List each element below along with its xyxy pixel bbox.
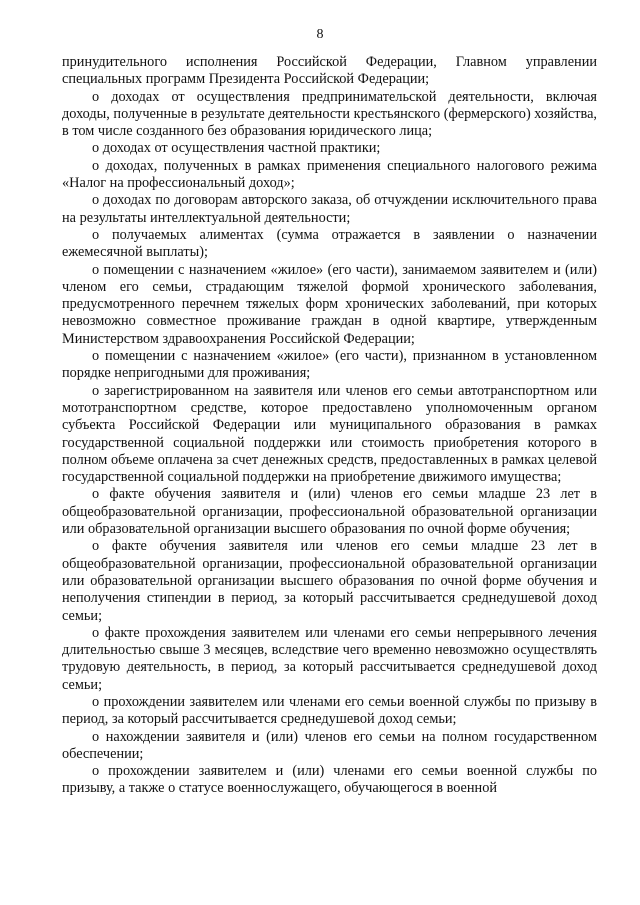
paragraph-private-practice-income: о доходах от осуществления частной практики; xyxy=(92,140,381,157)
paragraph-registered-vehicle: о зарегистрированном на заявителя или членов его семьи автотранспортном или мототранспортном средстве, которое предоставлено уполномоченным органом субъекта Российской Федерации или муниципального образования в рамках государственной социальной поддержки или стоимость приобретения которого в полном объеме оплачена за счет денежных средств, предоставленных в рамках целевой государственной социальной поддержки на приобретение движимого имущества; xyxy=(62,382,597,486)
paragraph-conscript-service-period: о прохождении заявителем или членами его семьи военной службы по призыву в период, за который рассчитывается среднедушевой доход семьи; xyxy=(62,693,597,728)
page-number: 8 xyxy=(316,27,324,42)
paragraph-business-income: о доходах от осуществления предпринимательской деятельности, включая доходы, полученные в результате деятельности крестьянского (фермерского) хозяйства, в том числе созданного без образования юридического лица; xyxy=(62,88,597,140)
paragraph-alimony: о получаемых алиментах (сумма отражается в заявлении о назначении ежемесячной выплаты); xyxy=(62,226,597,261)
paragraph-residential-premises-illness: о помещении с назначением «жилое» (его части), занимаемом заявителем и (или) членом его семьи, страдающим тяжелой формой хронического заболевания, предусмотренного перечнем тяжелых форм хронических заболеваний, при которых невозможно совместное проживание граждан в одной квартире, утвержденным Министерством здравоохранения Российской Федерации; xyxy=(62,261,597,347)
paragraph-full-time-study: о факте обучения заявителя и (или) членов его семьи младше 23 лет в общеобразовательной организации, профессиональной образовательной организации или образовательной организации высшего образования по очной форме обучения; xyxy=(62,486,597,538)
paragraph-unfit-residential-premises: о помещении с назначением «жилое» (его части), признанном в установленном порядке непригодными для проживания; xyxy=(62,348,597,382)
document-body xyxy=(62,54,597,798)
paragraph-copyright-contracts: о доходах по договорам авторского заказа, об отчуждении исключительного права на результаты интеллектуальной деятельности; xyxy=(62,192,597,226)
paragraph-military-service-status: о прохождении заявителем и (или) членами его семьи военной службы по призыву, а также о статусе военнослужащего, обучающегося в военной xyxy=(62,763,597,797)
paragraph-agencies-continuation: принудительного исполнения Российской Федерации, Главном управлении специальных программ Президента Российской Федерации; xyxy=(62,54,597,88)
paragraph-continuous-treatment: о факте прохождения заявителем или членами его семьи непрерывного лечения длительностью свыше 3 месяцев, вследствие чего временно невозможно осуществлять трудовую деятельность, в период, за который рассчитывается среднедушевой доход семьи; xyxy=(62,624,597,693)
paragraph-full-state-support: о нахождении заявителя и (или) членов его семьи на полном государственном обеспечении; xyxy=(62,728,597,762)
paragraph-professional-income-tax: о доходах, полученных в рамках применения специального налогового режима «Налог на профессиональный доход»; xyxy=(62,157,597,192)
paragraph-study-without-stipend: о факте обучения заявителя или членов его семьи младше 23 лет в общеобразовательной организации, профессиональной образовательной организации или образовательной организации высшего образования по очной форме обучения и неполучения стипендии в период, за который рассчитывается среднедушевой доход семьи; xyxy=(62,538,597,624)
